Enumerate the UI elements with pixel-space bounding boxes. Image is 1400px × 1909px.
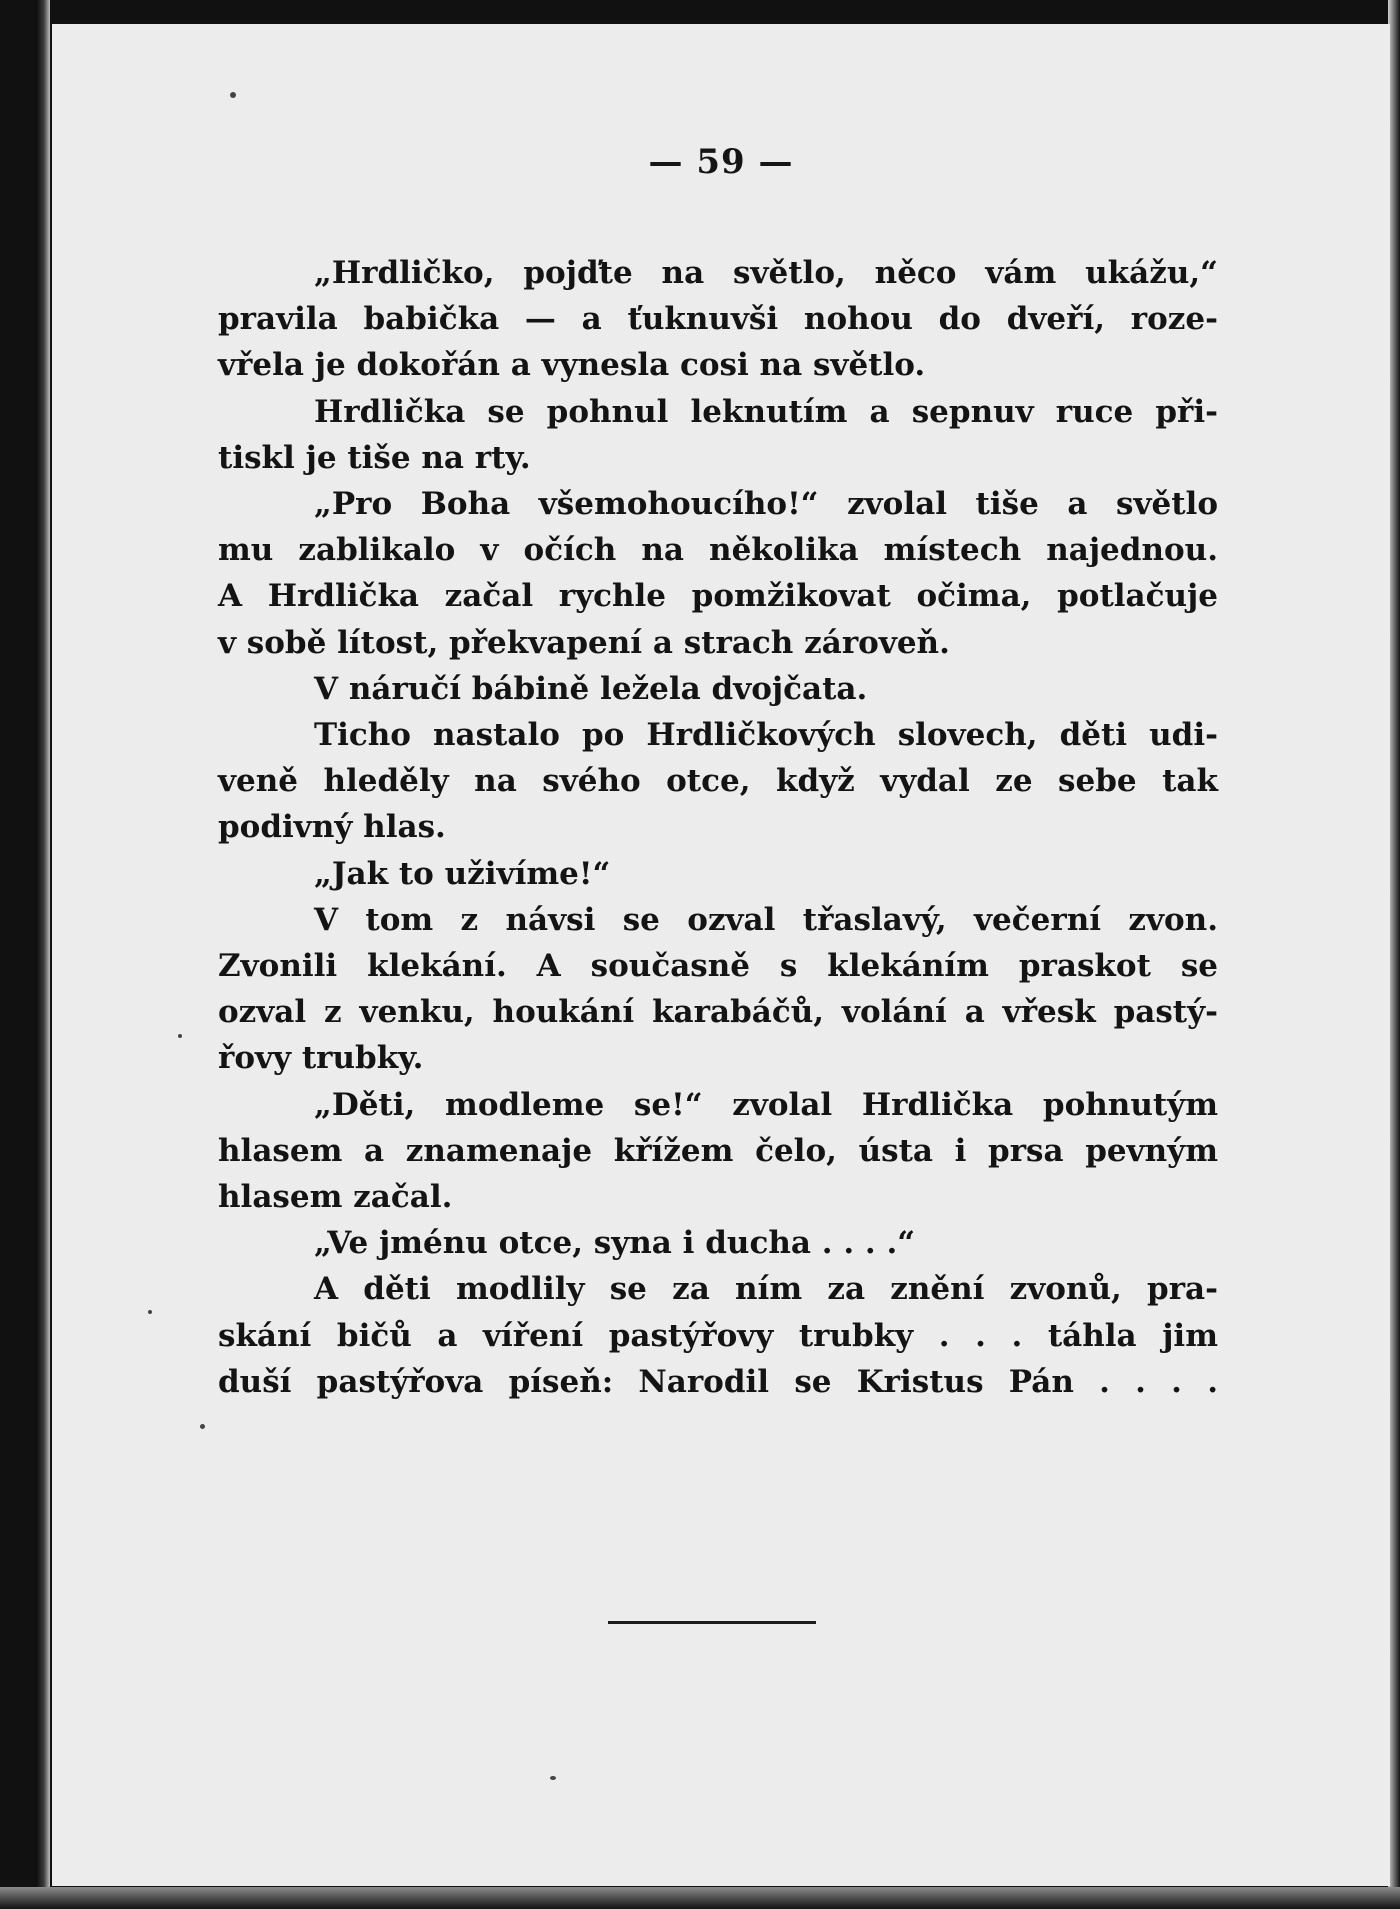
text-line: „Jak to uživíme!“: [314, 855, 611, 892]
text-line: „Hrdličko, pojďte na světlo, něco vám ukážu,“: [314, 255, 1218, 291]
text-line: Hrdlička se pohnul leknutím a sepnuv ruce při-: [314, 393, 1218, 430]
scan-speck: [230, 92, 236, 98]
bottom-edge-shadow: [0, 1887, 1400, 1909]
text-line: řovy trubky.: [218, 1040, 424, 1077]
text-line: pravila babička — a ťuknuvši nohou do dveří, roze-: [218, 301, 1218, 338]
text-line: „Děti, modleme se!“ zvolal Hrdlička pohnutým: [314, 1086, 1218, 1123]
chapter-end-rule: [608, 1621, 816, 1624]
body-text: [218, 250, 1218, 1405]
text-line: veně hleděly na svého otce, když vydal ze sebe tak: [218, 763, 1218, 800]
text-line: vřela je dokořán a vynesla cosi na světlo.: [218, 347, 926, 384]
text-line: A Hrdlička začal rychle pomžikovat očima, potlačuje: [218, 578, 1218, 615]
scan-speck: [200, 1424, 205, 1429]
scan-speck: [550, 1776, 556, 1780]
text-line: tiskl je tiše na rty.: [218, 439, 531, 476]
text-line: hlasem začal.: [218, 1179, 453, 1216]
text-line: „Pro Boha všemohoucího!“ zvolal tiše a světlo: [314, 486, 1218, 523]
text-line: V tom z návsi se ozval třaslavý, večerní zvon.: [314, 901, 1218, 938]
text-line: Zvonili klekání. A současně s klekáním praskot se: [218, 948, 1218, 985]
text-line: „Ve jménu otce, syna i ducha . . . .“: [314, 1225, 916, 1262]
text-line: duší pastýřova píseň: Narodil se Kristus Pán . . . .: [218, 1363, 1218, 1400]
text-line: v sobě lítost, překvapení a strach zároveň.: [218, 624, 950, 661]
text-line: ozval z venku, houkání karabáčů, volání a vřesk pastý-: [218, 994, 1218, 1031]
scan-speck: [148, 1310, 152, 1314]
text-line: Ticho nastalo po Hrdličkových slovech, děti udi-: [314, 717, 1218, 754]
text-line: mu zablikalo v očích na několika místech najednou.: [218, 532, 1218, 569]
binding-edge-shadow: [36, 0, 50, 1909]
text-line: A děti modlily se za ním za znění zvonů, pra-: [314, 1271, 1218, 1308]
text-line: V náručí bábině ležela dvojčata.: [314, 670, 868, 707]
scan-speck: [178, 1034, 182, 1038]
book-page: [52, 24, 1390, 1886]
text-line: skání bičů a víření pastýřovy trubky . . . táhla jim: [218, 1317, 1218, 1354]
text-line: podivný hlas.: [218, 809, 446, 846]
page-number: — 59 —: [648, 142, 794, 182]
text-line: hlasem a znamenaje křížem čelo, ústa i prsa pevným: [218, 1132, 1218, 1169]
